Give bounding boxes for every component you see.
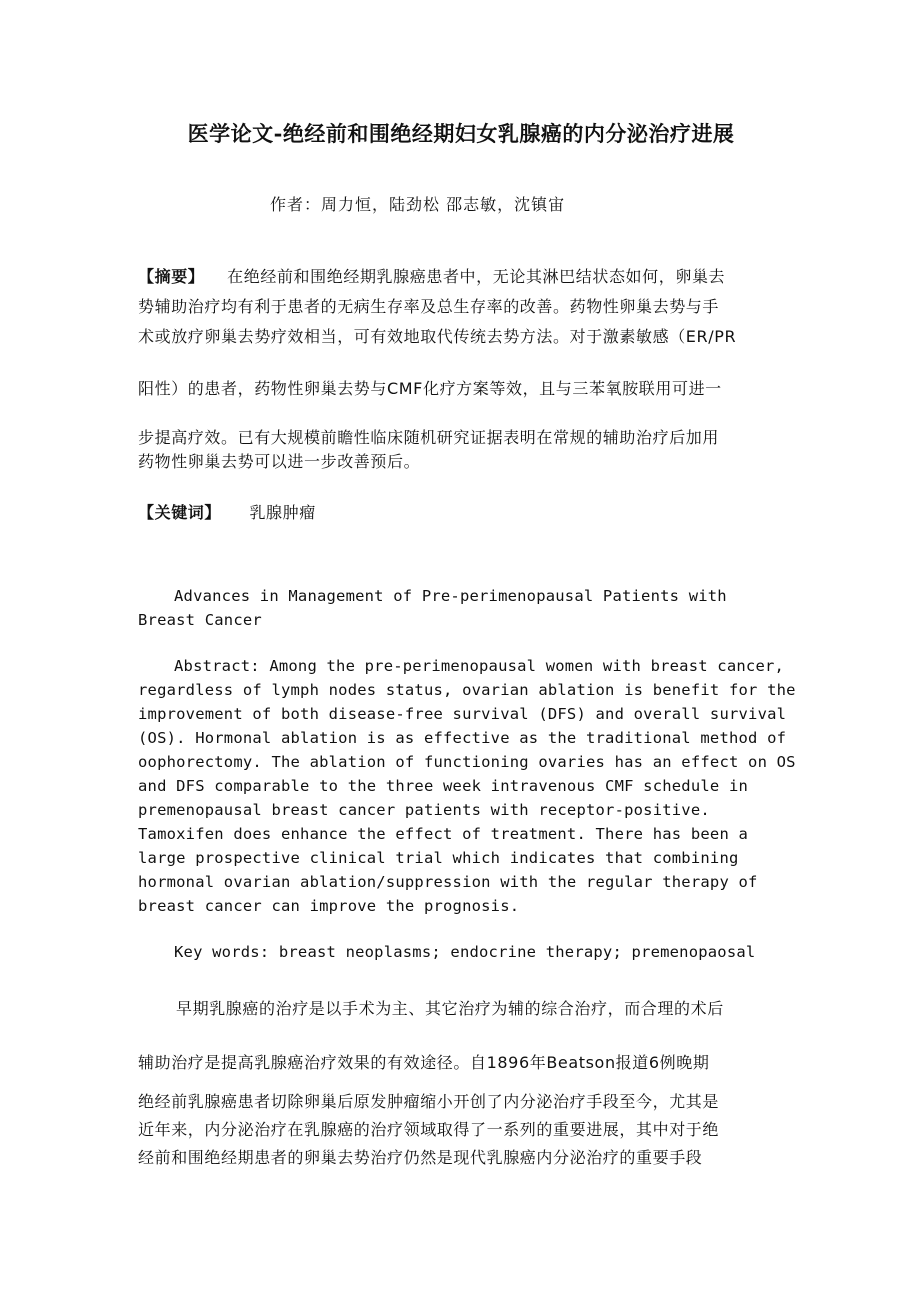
abstract-line [138,262,784,292]
keywords-value: 乳腺肿瘤 [249,503,316,522]
english-abstract-line: (OS). Hormonal ablation is as effective as the traditional method of [138,729,787,747]
abstract-text: 在绝经前和围绝经期乳腺癌患者中，无论其淋巴结状态如何，卵巢去 [227,267,726,286]
author-line: 作者：周力恒，陆劲松 邵志敏，沈镇宙 [270,195,566,214]
chinese-abstract [138,262,784,474]
body-line: 辅助治疗是提高乳腺癌治疗效果的有效途径。自1896年Beatson报道6例晚期 [138,1053,710,1072]
english-abstract-line: large prospective clinical trial which indicates that combining [138,849,739,867]
abstract-line: 势辅助治疗均有利于患者的无病生存率及总生存率的改善。药物性卵巢去势与手 [138,297,720,316]
english-abstract-line: Tamoxifen does enhance the effect of treatment. There has been a [138,825,749,843]
english-abstract-line: improvement of both disease-free survival (DFS) and overall survival [138,705,787,723]
abstract-label: 【摘要】 [138,267,205,286]
chinese-keywords [138,500,316,523]
abstract-line: 药物性卵巢去势可以进一步改善预后。 [138,452,421,471]
abstract-line: 术或放疗卵巢去势疗效相当，可有效地取代传统去势方法。对于激素敏感（ER/PR [138,327,737,346]
body-line: 早期乳腺癌的治疗是以手术为主、其它治疗为辅的综合治疗，而合理的术后 [176,999,724,1018]
abstract-line: 步提高疗效。已有大规模前瞻性临床随机研究证据表明在常规的辅助治疗后加用 [138,428,720,447]
english-abstract-line: oophorectomy. The ablation of functioning ovaries has an effect on OS [138,753,796,771]
english-abstract-line: hormonal ovarian ablation/suppression with the regular therapy of [138,873,758,891]
body-paragraph [138,994,784,1172]
body-line: 绝经前乳腺癌患者切除卵巢后原发肿瘤缩小开创了内分泌治疗手段至今，尤其是 [138,1092,720,1111]
body-line: 近年来，内分泌治疗在乳腺癌的治疗领域取得了一系列的重要进展，其中对于绝 [138,1120,720,1139]
english-abstract-line: regardless of lymph nodes status, ovarian ablation is benefit for the [138,681,796,699]
body-line: 经前和围绝经期患者的卵巢去势治疗仍然是现代乳腺癌内分泌治疗的重要手段 [138,1148,703,1167]
english-abstract [138,654,796,918]
english-abstract-line: breast cancer can improve the prognosis. [138,897,520,915]
english-abstract-line: and DFS comparable to the three week intravenous CMF schedule in [138,777,749,795]
abstract-line: 阳性）的患者，药物性卵巢去势与CMF化疗方案等效，且与三苯氧胺联用可进一 [138,379,722,398]
english-keywords: Key words: breast neoplasms; endocrine therapy; premenopaosal [174,943,756,961]
english-title: Advances in Management of Pre-perimenopausal Patients with Breast Cancer [138,587,727,629]
keywords-label: 【关键词】 [138,503,222,522]
paper-title: 医学论文-绝经前和围绝经期妇女乳腺癌的内分泌治疗进展 [187,121,735,146]
english-abstract-line: Abstract: Among the pre-perimenopausal women with breast cancer, [174,657,785,675]
english-abstract-line: premenopausal breast cancer patients with receptor-positive. [138,801,710,819]
